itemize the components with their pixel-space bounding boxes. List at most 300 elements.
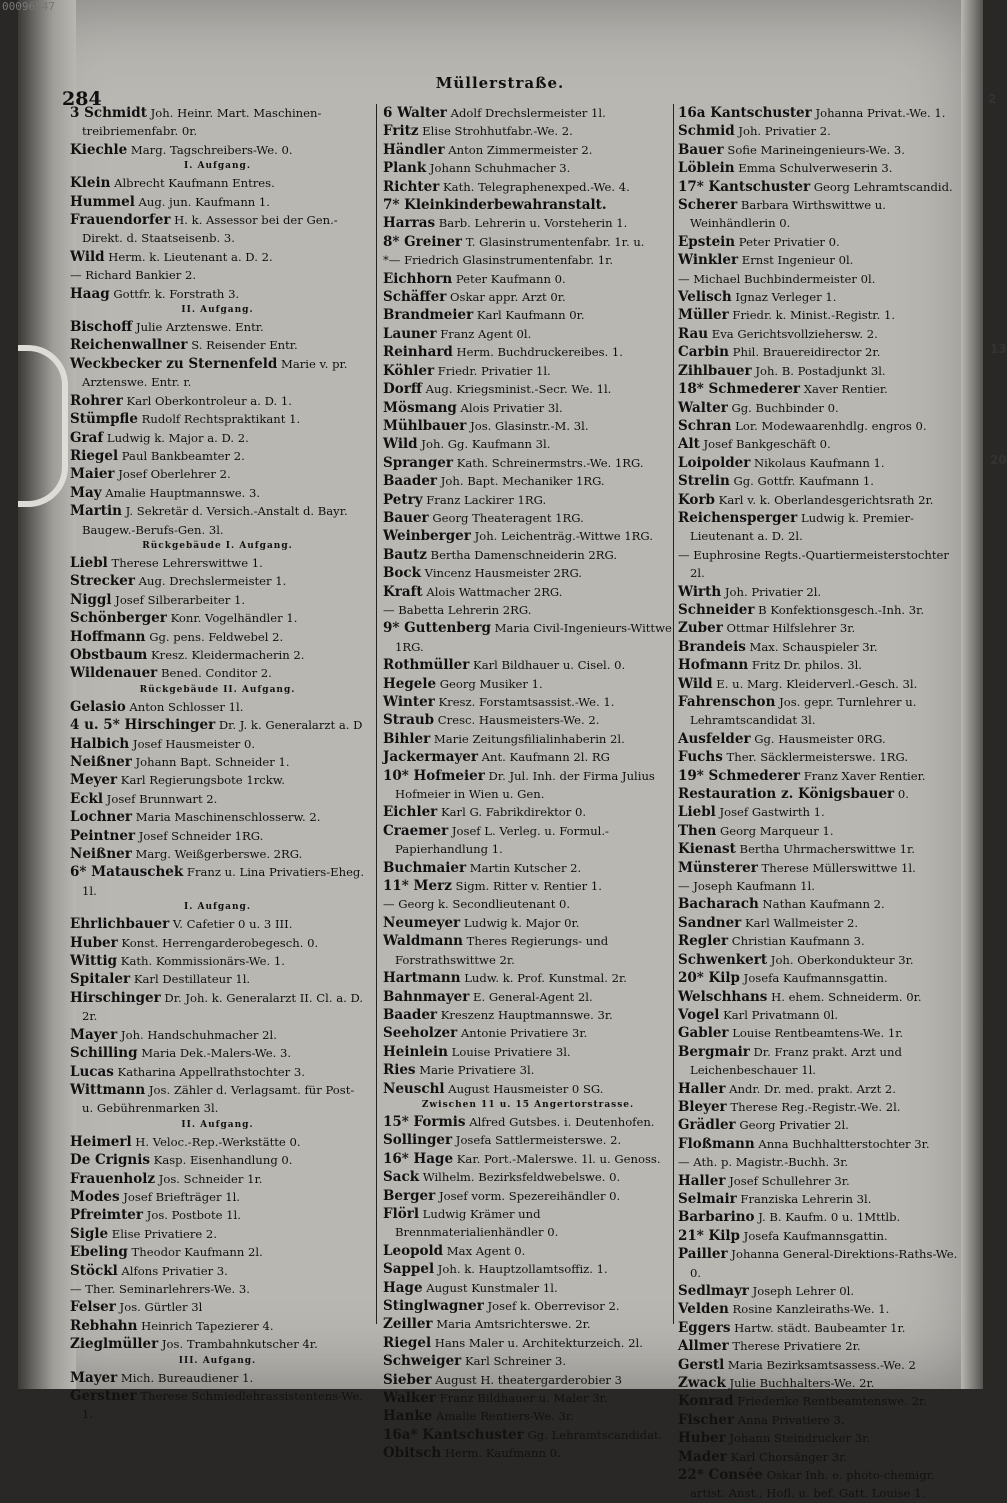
resident-name: Reinhard xyxy=(383,344,453,361)
resident-details: Mich. Bureaudiener 1. xyxy=(117,1370,254,1385)
resident-name: Liebl xyxy=(678,804,716,821)
resident-details: 0. xyxy=(894,787,909,802)
directory-entry xyxy=(383,122,673,140)
resident-name: Korb xyxy=(678,491,715,508)
directory-entry xyxy=(678,859,963,877)
resident-name: Neumeyer xyxy=(383,914,461,931)
directory-entry xyxy=(383,1315,673,1333)
resident-details: Antonie Privatiere 3r. xyxy=(457,1026,588,1041)
resident-name: Huber xyxy=(678,1430,726,1447)
resident-details: Johanna Privat.-We. 1. xyxy=(811,106,946,120)
directory-entry xyxy=(678,1227,963,1245)
resident-name: De Crignis xyxy=(70,1152,150,1169)
directory-entry xyxy=(678,1337,963,1355)
resident-name: 17* Kantschuster xyxy=(678,178,811,195)
directory-entry xyxy=(70,1335,365,1353)
directory-entry xyxy=(383,454,673,472)
directory-entry xyxy=(70,808,365,826)
directory-entry xyxy=(383,822,673,859)
resident-name: Münsterer xyxy=(678,859,758,876)
resident-name: Baader xyxy=(383,1006,438,1023)
directory-entry xyxy=(70,664,365,682)
margin-digit: 20 xyxy=(990,453,1007,467)
directory-entry xyxy=(383,1389,673,1407)
resident-name: Rebhahn xyxy=(70,1317,138,1334)
resident-name: Walter xyxy=(678,399,728,416)
resident-details: Louise Privatiere 3l. xyxy=(447,1044,571,1059)
resident-details: Joh. Privatier 2. xyxy=(734,124,831,139)
directory-entry xyxy=(70,716,365,734)
resident-details: Hans Maler u. Architekturzeich. 2l. xyxy=(431,1335,643,1350)
resident-name: Winter xyxy=(383,694,435,710)
directory-entry xyxy=(678,454,963,472)
resident-details: Jos. Trambahnkutscher 4r. xyxy=(158,1337,318,1352)
resident-details: Sofie Marineingenieurs-We. 3. xyxy=(723,142,905,157)
resident-name: Spranger xyxy=(383,454,454,471)
directory-entry xyxy=(383,1024,673,1042)
resident-name: 3 Schmidt xyxy=(70,105,147,121)
resident-details: Aug. jun. Kaufmann 1. xyxy=(134,194,270,209)
directory-entry xyxy=(678,1116,963,1134)
resident-name: Scherer xyxy=(678,197,738,214)
resident-name: Plank xyxy=(383,160,427,177)
resident-details: Andr. Dr. med. prakt. Arzt 2. xyxy=(725,1081,896,1096)
directory-entry xyxy=(70,628,365,646)
resident-name: 9* Guttenberg xyxy=(383,620,491,637)
resident-name: Zuber xyxy=(678,620,723,637)
directory-entry xyxy=(678,803,963,821)
resident-name: Schneider xyxy=(678,601,755,618)
resident-name: Halbich xyxy=(70,735,130,752)
resident-name: Winkler xyxy=(678,252,739,269)
resident-details: Karl Kaufmann 0r. xyxy=(473,308,585,323)
resident-name: Ausfelder xyxy=(678,730,751,747)
resident-name: Gerstl xyxy=(678,1356,725,1373)
resident-name: Klein xyxy=(70,175,111,192)
resident-name: 22* Consée xyxy=(678,1467,763,1484)
resident-details: Fritz Dr. philos. 3l. xyxy=(748,658,862,673)
resident-details: Joh. Gg. Kaufmann 3l. xyxy=(417,437,551,452)
resident-name: Hirschinger xyxy=(70,989,161,1006)
resident-details: Maria Civil-Ingenieurs-Wittwe 1RG. xyxy=(395,621,672,654)
resident-name: Neuschl xyxy=(383,1080,445,1097)
directory-entry xyxy=(70,1133,365,1151)
directory-entry xyxy=(383,730,673,748)
resident-details: Marie Zeitungsfilialinhaberin 2l. xyxy=(430,731,625,746)
directory-entry xyxy=(70,193,365,211)
resident-name: Eckl xyxy=(70,790,103,807)
section-heading: Rückgebäude I. Aufgang. xyxy=(142,540,293,551)
directory-entry xyxy=(383,343,673,361)
directory-entry xyxy=(383,564,673,582)
resident-details: Cresc. Hausmeisters-We. 2. xyxy=(434,713,600,728)
resident-details: Herm. Buchdruckereibes. 1. xyxy=(452,345,623,360)
resident-name: Welschhans xyxy=(678,988,768,1005)
resident-details: Emma Schulverweserin 3. xyxy=(734,161,893,176)
directory-column-2 xyxy=(383,104,673,1462)
directory-entry xyxy=(383,1080,673,1098)
resident-details: Georg Theateragent 1RG. xyxy=(428,510,584,525)
resident-name: Kiechle xyxy=(70,141,128,158)
resident-details: Kath. Telegraphenexped.-We. 4. xyxy=(439,179,630,194)
resident-details: Therese Müllerswittwe 1l. xyxy=(757,860,916,875)
directory-entry xyxy=(678,877,963,895)
resident-details: Albrecht Kaufmann Entres. xyxy=(110,176,275,191)
resident-details: H. k. Assessor bei der Gen.-Direkt. d. Staatseisenb. 3. xyxy=(82,213,338,246)
resident-name: Hoffmann xyxy=(70,628,146,645)
resident-details: H. ehem. Schneiderm. 0r. xyxy=(767,989,922,1004)
resident-details: Jos. Schneider 1r. xyxy=(155,1171,263,1186)
resident-details: Elise Strohhutfabr.-We. 2. xyxy=(418,124,573,139)
resident-details: H. Veloc.-Rep.-Werkstätte 0. xyxy=(131,1134,301,1149)
resident-name: Zihlbauer xyxy=(678,362,752,379)
resident-name: Schönberger xyxy=(70,610,167,627)
directory-entry xyxy=(383,435,673,453)
resident-name: Obstbaum xyxy=(70,646,148,663)
street-header: Müllerstraße. xyxy=(435,74,565,92)
resident-details: Amalie Rentiers-We. 3r. xyxy=(432,1409,574,1424)
directory-entry xyxy=(383,1006,673,1024)
resident-details: Karl Bildhauer u. Cisel. 0. xyxy=(469,658,626,673)
resident-name: Hegele xyxy=(383,675,437,692)
resident-name: Zeiller xyxy=(383,1316,433,1333)
resident-details: Maria Dek.-Malers-We. 3. xyxy=(137,1046,292,1061)
resident-details: Aug. Kriegsminist.-Secr. We. 1l. xyxy=(421,382,612,397)
resident-details: Karl Regierungsbote 1rckw. xyxy=(117,773,285,788)
resident-name: Vogel xyxy=(678,1006,720,1023)
resident-details: Aug. Drechslermeister 1. xyxy=(134,574,287,589)
directory-entry xyxy=(678,1466,963,1503)
directory-entry xyxy=(383,159,673,177)
directory-entry xyxy=(383,711,673,729)
resident-details: Nathan Kaufmann 2. xyxy=(758,897,885,912)
directory-entry xyxy=(383,675,673,693)
directory-entry xyxy=(70,1188,365,1206)
resident-name: Müller xyxy=(678,307,729,324)
directory-entry xyxy=(678,288,963,306)
resident-name: Reichenwallner xyxy=(70,337,188,354)
directory-entry xyxy=(383,895,673,913)
directory-entry xyxy=(70,827,365,845)
resident-name: 4 u. 5* Hirschinger xyxy=(70,717,216,734)
resident-details: Anton Schlosser 1l. xyxy=(125,699,244,714)
resident-name: Pfreimter xyxy=(70,1207,144,1224)
directory-entry xyxy=(70,1225,365,1243)
resident-name: Leopold xyxy=(383,1242,444,1259)
directory-entry xyxy=(678,969,963,987)
resident-details: Friedr. k. Minist.-Registr. 1. xyxy=(728,308,896,323)
resident-details: J. B. Kaufm. 0 u. 1Mttlb. xyxy=(754,1210,901,1225)
resident-details: Joh. Leichenträg.-Wittwe 1RG. xyxy=(470,529,653,544)
directory-entry xyxy=(678,306,963,324)
directory-entry xyxy=(678,1411,963,1429)
resident-name: Händler xyxy=(383,141,445,158)
resident-details: Josef vorm. Spezereihändler 0. xyxy=(435,1188,621,1203)
resident-details: Eva Gerichtsvollziehersw. 2. xyxy=(708,326,878,341)
resident-details: Joh. B. Postadjunkt 3l. xyxy=(751,363,886,378)
resident-details: — Joseph Kaufmann 1l. xyxy=(678,879,815,894)
resident-name: Haag xyxy=(70,285,110,302)
directory-entry xyxy=(678,656,963,674)
resident-name: 21* Kilp xyxy=(678,1227,740,1244)
resident-name: Mühlbauer xyxy=(383,417,467,434)
resident-details: Joh. k. Hauptzollamtsoffiz. 1. xyxy=(434,1262,608,1277)
directory-entry xyxy=(70,266,365,284)
directory-entry xyxy=(678,159,963,177)
directory-entry xyxy=(678,1080,963,1098)
resident-details: Josef k. Oberrevisor 2. xyxy=(483,1299,620,1313)
resident-details: August Hausmeister 0 SG. xyxy=(444,1081,604,1096)
directory-entry xyxy=(383,1242,673,1260)
margin-digit: 2 xyxy=(988,92,997,106)
resident-name: Selmair xyxy=(678,1190,737,1207)
resident-details: Louise Rentbeamtens-We. 1r. xyxy=(728,1026,904,1041)
resident-details: Herm. k. Lieutenant a. D. 2. xyxy=(104,249,273,264)
resident-details: Joh. Heinr. Mart. Maschinen-treibriemenfabr. 0r. xyxy=(82,106,322,139)
directory-entry xyxy=(678,932,963,950)
resident-name: Bahnmayer xyxy=(383,988,470,1005)
resident-name: Weinberger xyxy=(383,528,471,545)
directory-entry xyxy=(383,1205,673,1242)
resident-name: 15* Formis xyxy=(383,1113,466,1130)
resident-name: Wittig xyxy=(70,953,118,970)
resident-details: Karl v. k. Oberlandesgerichtsrath 2r. xyxy=(715,492,934,507)
resident-details: Josefa Kaufmannsgattin. xyxy=(739,1228,888,1243)
resident-details: Jos. Glasinstr.-M. 3l. xyxy=(466,418,589,433)
resident-name: Flörl xyxy=(383,1205,419,1222)
resident-details: *— Friedrich Glasinstrumentenfabr. 1r. xyxy=(383,253,614,268)
directory-entry xyxy=(678,362,963,380)
resident-details: Ludwig k. Major 0r. xyxy=(460,915,580,930)
resident-details: Therese Privatiere 2r. xyxy=(728,1339,861,1354)
section-heading: I. Aufgang. xyxy=(184,161,251,172)
resident-name: Obitsch xyxy=(383,1445,442,1462)
directory-entry xyxy=(70,915,365,933)
resident-name: Kienast xyxy=(678,841,736,858)
directory-column-1 xyxy=(70,104,365,1422)
resident-name: Ries xyxy=(383,1062,416,1079)
resident-details: Josef Brunnwart 2. xyxy=(103,791,218,806)
resident-name: Jackermayer xyxy=(383,749,478,766)
resident-name: Craemer xyxy=(383,822,449,839)
directory-entry xyxy=(383,1150,673,1168)
resident-name: Bihler xyxy=(383,730,431,747)
directory-entry xyxy=(383,233,673,251)
directory-entry xyxy=(70,336,365,354)
resident-name: Baader xyxy=(383,473,438,490)
resident-details: — Ther. Seminarlehrers-We. 3. xyxy=(70,1281,250,1296)
resident-details: Johanna General-Direktions-Raths-We. 0. xyxy=(690,1247,958,1280)
resident-details: Ottmar Hilfslehrer 3r. xyxy=(722,621,856,636)
resident-details: Josef Briefträger 1l. xyxy=(119,1189,240,1204)
resident-details: Friederike Rentbeamtenswe. 2r. xyxy=(733,1394,927,1409)
resident-details: Josef Oberlehrer 2. xyxy=(114,467,231,482)
resident-details: T. Glasinstrumentenfabr. 1r. u. xyxy=(462,234,645,249)
resident-details: Kath. Kommissionärs-We. 1. xyxy=(117,954,285,969)
directory-entry xyxy=(678,748,963,766)
resident-name: Wildenauer xyxy=(70,665,158,682)
resident-details: Kar. Port.-Malerswe. 1l. u. Genoss. xyxy=(453,1151,661,1166)
resident-details: Franz Lackirer 1RG. xyxy=(422,492,547,507)
resident-details: Bened. Conditor 2. xyxy=(157,666,272,681)
resident-details: — Ath. p. Magistr.-Buchh. 3r. xyxy=(678,1155,849,1170)
resident-details: Max Agent 0. xyxy=(443,1243,526,1258)
resident-name: 20* Kilp xyxy=(678,970,740,987)
resident-details: August Kunstmaler 1l. xyxy=(422,1280,558,1295)
resident-name: Liebl xyxy=(70,554,108,571)
directory-entry xyxy=(70,484,365,502)
resident-details: Hartw. städt. Baubeamter 1r. xyxy=(730,1320,906,1335)
resident-name: 18* Schmederer xyxy=(678,381,801,398)
directory-entry xyxy=(383,546,673,564)
resident-name: Restauration z. Königsbauer xyxy=(678,786,895,803)
resident-details: Joh. Oberkondukteur 3r. xyxy=(767,952,914,967)
directory-entry xyxy=(678,1374,963,1392)
directory-entry xyxy=(383,1297,673,1315)
resident-details: Kreszenz Hauptmannswe. 3r. xyxy=(437,1007,613,1022)
resident-name: Lochner xyxy=(70,809,133,826)
resident-name: Carbin xyxy=(678,344,729,361)
resident-name: Ehrlichbauer xyxy=(70,916,170,933)
directory-entry xyxy=(383,619,673,656)
resident-name: Schäffer xyxy=(383,289,447,306)
directory-entry xyxy=(383,472,673,490)
directory-entry xyxy=(678,325,963,343)
directory-entry xyxy=(383,1444,673,1462)
directory-entry xyxy=(383,362,673,380)
directory-entry xyxy=(383,1113,673,1131)
resident-details: Bertha Damenschneiderin 2RG. xyxy=(426,547,618,562)
resident-details: Anna Buchhaltterstochter 3r. xyxy=(754,1136,930,1151)
resident-details: Franz Xaver Rentier. xyxy=(800,768,926,783)
directory-entry xyxy=(383,656,673,674)
directory-entry xyxy=(678,343,963,361)
resident-details: — Georg k. Secondlieutenant 0. xyxy=(383,897,571,912)
resident-name: Velden xyxy=(678,1301,729,1318)
resident-details: Konst. Herrengarderobegesch. 0. xyxy=(117,935,319,950)
resident-details: Gg. Gottfr. Kaufmann 1. xyxy=(729,474,874,489)
resident-details: Georg Privatier 2l. xyxy=(735,1118,849,1133)
resident-name: Sandner xyxy=(678,914,742,931)
resident-name: 6* Matauschek xyxy=(70,864,184,881)
directory-entry xyxy=(70,771,365,789)
resident-details: Franz Bildhauer u. Maler 3r. xyxy=(435,1391,608,1406)
directory-entry xyxy=(383,1168,673,1186)
directory-entry xyxy=(70,989,365,1026)
resident-details: Karl Oberkontroleur a. D. 1. xyxy=(122,393,292,408)
resident-name: Lucas xyxy=(70,1063,114,1080)
resident-details: V. Cafetier 0 u. 3 III. xyxy=(169,917,293,932)
resident-name: Spitaler xyxy=(70,971,131,988)
resident-details: Barbara Wirthswittwe u. Weinhändlerin 0. xyxy=(690,198,886,231)
directory-entry xyxy=(70,410,365,428)
resident-name: Graf xyxy=(70,429,104,446)
directory-entry xyxy=(383,270,673,288)
resident-details: Johann Schuhmacher 3. xyxy=(426,161,571,176)
section-heading: Zwischen 11 u. 15 Angertorstrasse. xyxy=(421,1099,635,1110)
directory-column-3 xyxy=(678,104,963,1501)
resident-details: Ludw. k. Prof. Kunstmal. 2r. xyxy=(460,971,627,986)
directory-entry xyxy=(383,1334,673,1352)
resident-details: Maria Amtsrichterswe. 2r. xyxy=(432,1317,591,1332)
resident-details: Karl Chorsänger 3r. xyxy=(726,1449,848,1464)
resident-name: Rohrer xyxy=(70,392,123,409)
resident-name: Schwenkert xyxy=(678,951,768,968)
directory-entry xyxy=(70,1243,365,1261)
resident-details: Anton Zimmermeister 2. xyxy=(444,142,593,157)
resident-details: Ernst Ingenieur 0l. xyxy=(738,253,854,268)
directory-entry xyxy=(678,1208,963,1226)
resident-details: J. Sekretär d. Versich.-Anstalt d. Bayr. Baugew.-Berufs-Gen. 3l. xyxy=(82,504,348,537)
directory-entry xyxy=(70,1369,365,1387)
resident-name: Straub xyxy=(383,712,435,729)
resident-details: Jos. Gürtler 3l xyxy=(115,1300,203,1315)
resident-name: Frauendorfer xyxy=(70,212,171,229)
resident-details: Joh. Bapt. Mechaniker 1RG. xyxy=(437,474,605,489)
binder-ring xyxy=(18,345,68,507)
resident-details: Karl Wallmeister 2. xyxy=(741,915,859,930)
resident-name: Strecker xyxy=(70,573,135,590)
resident-details: Gg. Hausmeister 0RG. xyxy=(750,731,886,746)
resident-details: Ludwig k. Major a. D. 2. xyxy=(103,430,249,445)
directory-entry xyxy=(383,601,673,619)
resident-details: Herm. Kaufmann 0. xyxy=(441,1446,561,1461)
directory-entry xyxy=(70,646,365,664)
resident-details: Josefa Sattlermeisterswe. 2. xyxy=(452,1133,622,1148)
resident-details: Lor. Modewaarenhdlg. engros 0. xyxy=(731,418,927,433)
resident-name: Wirth xyxy=(678,583,722,600)
resident-details: — Euphrosine Regts.-Quartiermeisterstochter 2l. xyxy=(678,547,949,581)
resident-details: Alfred Gutsbes. i. Deutenhofen. xyxy=(465,1114,655,1129)
resident-details: Karl G. Fabrikdirektor 0. xyxy=(437,805,587,820)
resident-name: Wild xyxy=(383,436,418,453)
resident-details: Georg Musiker 1. xyxy=(436,676,543,691)
resident-name: Loipolder xyxy=(678,454,751,471)
resident-details: Johann Steindrucker 3r. xyxy=(725,1431,871,1446)
resident-details: Dr. J. k. Generalarzt a. D xyxy=(215,718,363,733)
resident-details: Katharina Appellrathstochter 3. xyxy=(113,1064,305,1079)
resident-name: Pailler xyxy=(678,1246,728,1263)
resident-name: Bauer xyxy=(678,141,724,158)
resident-name: Bergmair xyxy=(678,1043,750,1060)
directory-entry xyxy=(678,822,963,840)
directory-entry xyxy=(678,399,963,417)
directory-entry xyxy=(678,509,963,546)
directory-entry xyxy=(678,785,963,803)
resident-name: Grädler xyxy=(678,1117,736,1134)
resident-details: Dr. Joh. k. Generalarzt II. Cl. a. D. 2r. xyxy=(82,990,364,1024)
resident-details: Julie Arztenswe. Entr. xyxy=(132,320,264,335)
resident-name: Hage xyxy=(383,1279,423,1296)
resident-name: Wild xyxy=(678,675,713,692)
resident-name: Felser xyxy=(70,1299,116,1316)
directory-entry xyxy=(678,380,963,398)
resident-details: Christian Kaufmann 3. xyxy=(728,934,865,949)
directory-entry xyxy=(70,355,365,392)
resident-details: Marg. Tagschreibers-We. 0. xyxy=(127,142,293,157)
resident-details: E. General-Agent 2l. xyxy=(469,989,593,1004)
resident-details: Alois Privatier 3l. xyxy=(456,400,563,415)
resident-name: Bauer xyxy=(383,509,429,526)
resident-details: Peter Privatier 0. xyxy=(735,234,840,249)
resident-name: Velisch xyxy=(678,289,732,306)
directory-entry xyxy=(383,527,673,545)
resident-details: Gg. Buchbinder 0. xyxy=(727,400,839,415)
resident-name: Meyer xyxy=(70,772,118,789)
directory-entry xyxy=(383,859,673,877)
resident-details: Vincenz Hausmeister 2RG. xyxy=(421,566,582,581)
resident-details: Ant. Kaufmann 2l. RG xyxy=(478,750,610,765)
